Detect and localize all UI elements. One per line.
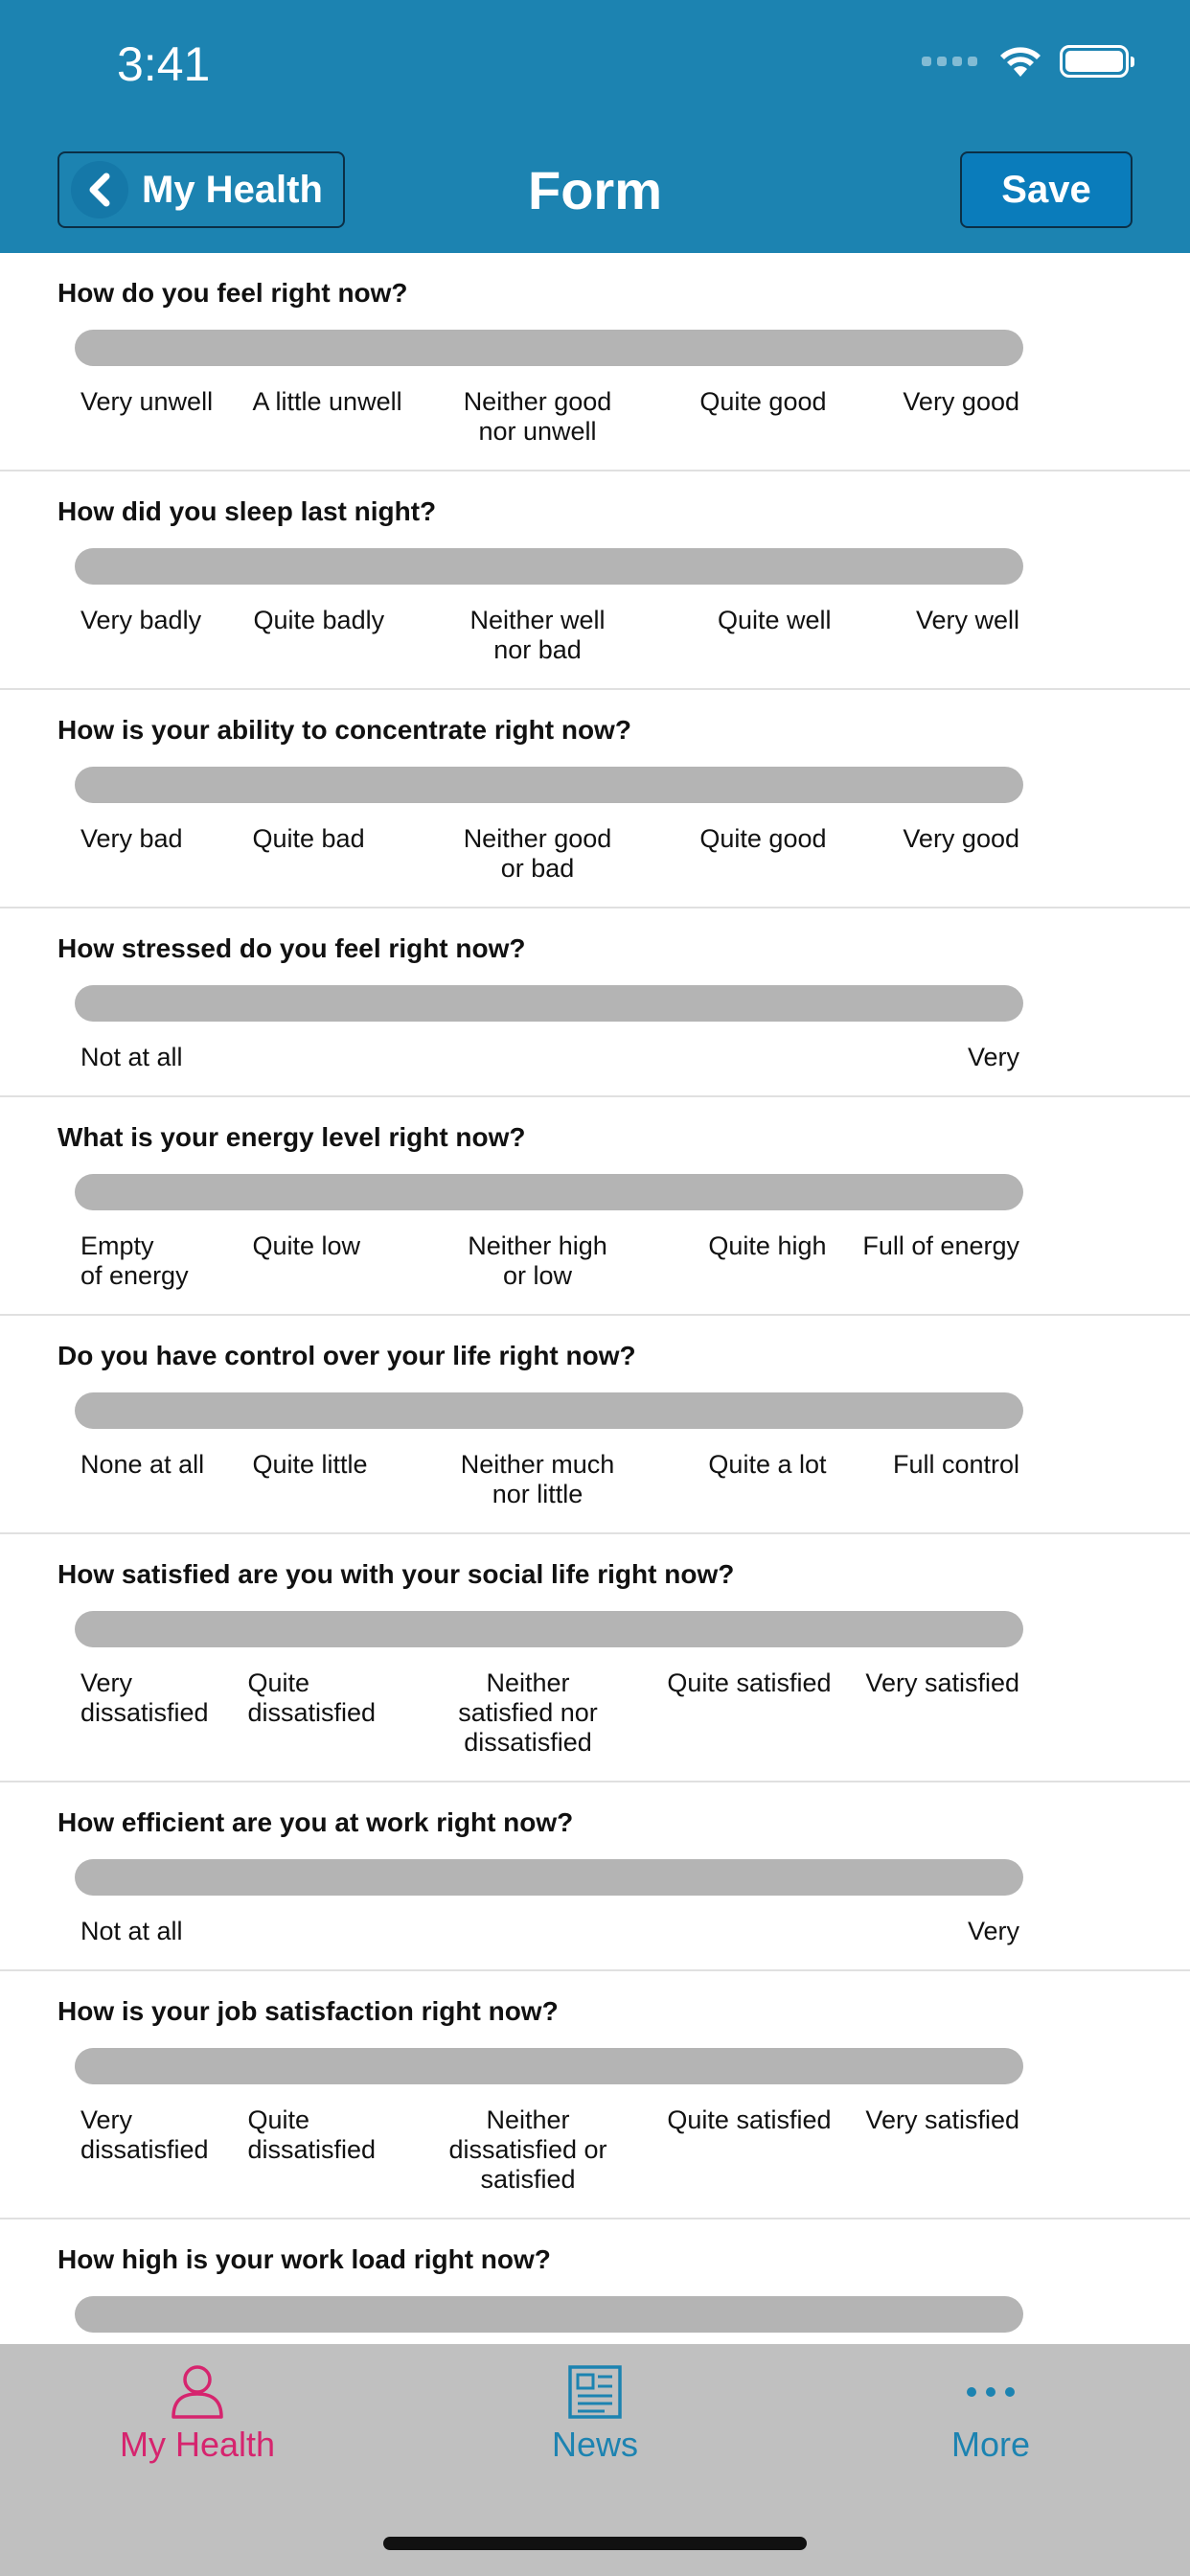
question-label: Do you have control over your life right now?	[57, 1341, 636, 1370]
scale-labels	[75, 1917, 1019, 1946]
back-button-label: My Health	[142, 168, 323, 211]
question-work-load	[0, 2220, 1190, 2344]
scale-labels	[75, 1231, 1019, 1291]
newspaper-icon	[566, 2363, 624, 2421]
scale-labels	[75, 387, 1019, 447]
tab-more[interactable]	[847, 2363, 1134, 2465]
tab-news[interactable]	[451, 2363, 739, 2465]
question-control	[0, 1316, 1190, 1534]
rating-slider[interactable]	[75, 2296, 1023, 2333]
scale-label: Full of energy	[862, 1231, 1019, 1260]
scale-label: Quite badly	[253, 606, 385, 634]
scale-label: Quite satisfied	[667, 2105, 832, 2134]
status-icons	[922, 44, 1129, 79]
scale-label: Full control	[892, 1450, 1019, 1479]
scale-label: Quite high	[708, 1231, 827, 1260]
scale-labels	[75, 1668, 1019, 1758]
question-label: What is your energy level right now?	[57, 1122, 526, 1152]
page-title: Form	[528, 160, 662, 220]
scale-label: Very bad	[80, 824, 183, 853]
form-question-list	[0, 253, 1190, 2344]
battery-icon	[1060, 45, 1129, 78]
question-label: How high is your work load right now?	[57, 2244, 551, 2274]
scale-label: Neither dissatisfied or satisfied	[448, 2105, 607, 2194]
scale-label: Neither good or bad	[463, 824, 612, 883]
scale-labels	[75, 1450, 1019, 1509]
cellular-signal-icon	[922, 57, 977, 66]
scale-label: Neither much nor little	[460, 1450, 615, 1508]
more-dots-icon	[962, 2363, 1019, 2421]
question-concentrate	[0, 690, 1190, 908]
rating-slider[interactable]	[75, 767, 1023, 803]
scale-label: Very dissatisfied	[80, 2105, 209, 2164]
scale-label: Very	[967, 1917, 1019, 1945]
question-label: How stressed do you feel right now?	[57, 933, 526, 963]
question-social-life	[0, 1534, 1190, 1782]
status-time: 3:41	[117, 37, 211, 91]
question-label: How efficient are you at work right now?	[57, 1807, 574, 1837]
question-label: How is your ability to concentrate right now?	[57, 715, 631, 745]
tab-label: News	[551, 2425, 639, 2464]
rating-slider[interactable]	[75, 2048, 1023, 2084]
rating-slider[interactable]	[75, 1611, 1023, 1647]
scale-label: Not at all	[80, 1043, 183, 1071]
question-job-satisfaction	[0, 1971, 1190, 2220]
scale-label: Empty of energy	[80, 1231, 189, 1290]
scale-labels	[75, 824, 1019, 884]
navigation-header	[0, 0, 1190, 253]
rating-slider[interactable]	[75, 330, 1023, 366]
question-energy	[0, 1097, 1190, 1316]
scale-label: Quite good	[699, 387, 827, 416]
scale-label: Neither well nor bad	[469, 606, 606, 664]
rating-slider[interactable]	[75, 985, 1023, 1022]
scale-label: Neither good nor unwell	[463, 387, 612, 446]
scale-labels	[75, 2105, 1019, 2195]
scale-label: None at all	[80, 1450, 205, 1479]
scale-label: Quite bad	[252, 824, 365, 853]
scale-label: Quite dissatisfied	[247, 2105, 377, 2164]
question-sleep	[0, 472, 1190, 690]
tab-label: My Health	[119, 2425, 276, 2464]
question-label: How satisfied are you with your social life right now?	[57, 1559, 735, 1589]
scale-label: Neither satisfied nor dissatisfied	[458, 1668, 598, 1757]
scale-labels	[75, 606, 1019, 665]
scale-label: Very well	[915, 606, 1019, 634]
scale-label: Not at all	[80, 1917, 183, 1945]
home-indicator	[383, 2537, 807, 2550]
question-label: How is your job satisfaction right now?	[57, 1996, 559, 2026]
scale-label: Very good	[903, 387, 1019, 416]
scale-label: Quite little	[252, 1450, 368, 1479]
question-label: How do you feel right now?	[57, 278, 408, 308]
question-feel	[0, 253, 1190, 472]
tab-my-health[interactable]	[54, 2363, 341, 2465]
rating-slider[interactable]	[75, 1174, 1023, 1210]
person-icon	[169, 2363, 226, 2421]
scale-label: Neither high or low	[468, 1231, 607, 1290]
question-label: How did you sleep last night?	[57, 496, 437, 526]
question-stress	[0, 908, 1190, 1097]
scale-label: Very badly	[80, 606, 202, 634]
scale-label: Very dissatisfied	[80, 1668, 209, 1727]
scale-label: Very satisfied	[865, 2105, 1019, 2134]
scale-label: A little unwell	[252, 387, 402, 416]
scale-label: Quite a lot	[708, 1450, 827, 1479]
scale-label: Quite dissatisfied	[247, 1668, 377, 1727]
scale-label: Very good	[903, 824, 1019, 853]
scale-label: Quite good	[699, 824, 827, 853]
scale-label: Very satisfied	[865, 1668, 1019, 1697]
tab-label: More	[950, 2425, 1031, 2464]
wifi-icon	[998, 44, 1042, 79]
rating-slider[interactable]	[75, 1859, 1023, 1896]
scale-label: Very unwell	[80, 387, 214, 416]
scale-label: Quite low	[252, 1231, 361, 1260]
scale-label: Very	[967, 1043, 1019, 1071]
rating-slider[interactable]	[75, 548, 1023, 585]
question-work-efficiency	[0, 1782, 1190, 1971]
scale-labels	[75, 1043, 1019, 1072]
scale-label: Quite well	[717, 606, 832, 634]
rating-slider[interactable]	[75, 1392, 1023, 1429]
scale-label: Quite satisfied	[667, 1668, 832, 1697]
save-button[interactable]: Save	[960, 151, 1133, 228]
